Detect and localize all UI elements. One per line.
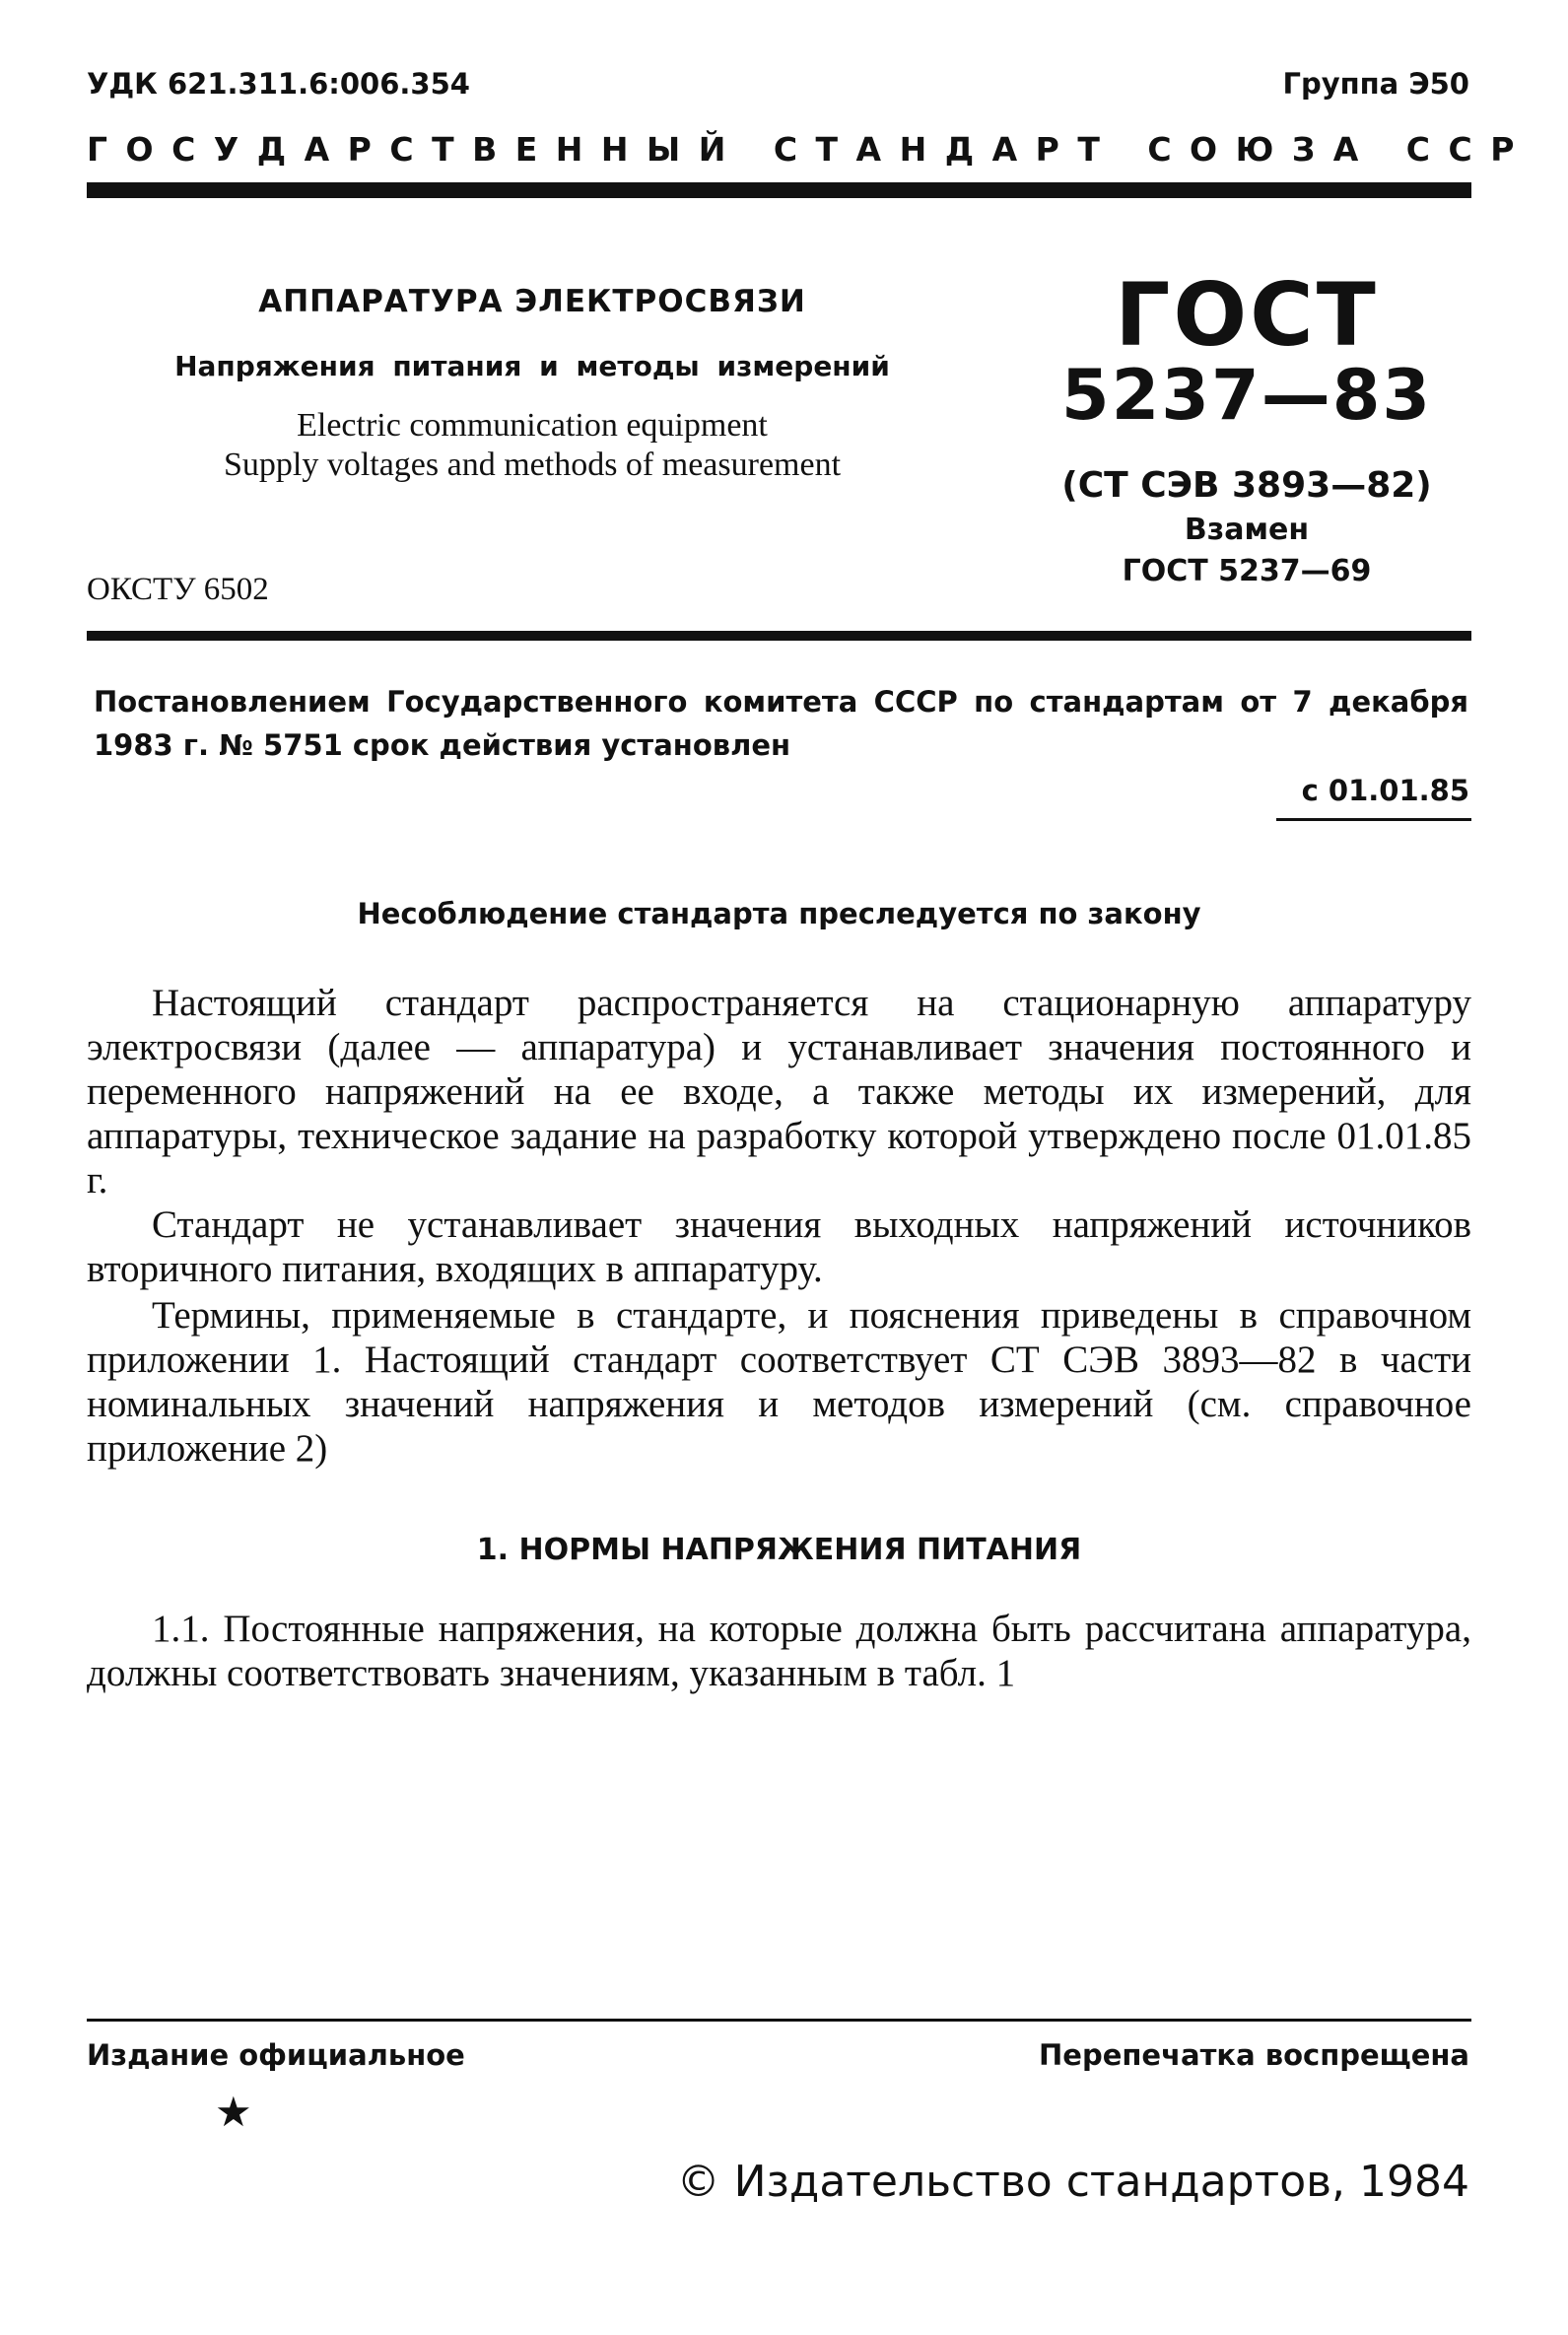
replaced-standard: ГОСТ 5237—69 [1122,554,1372,588]
body-paragraph-1-1: 1.1. Постоянные напряжения, на которые должна быть рассчитана аппаратура, должны соответствовать значениям, указанным в табл. 1 [87,1608,1471,1694]
gost-label: ГОСТ [1115,264,1379,366]
effective-date-underline [1276,818,1471,821]
group-code: Группа Э50 [1282,67,1469,101]
udk-code: УДК 621.311.6:006.354 [87,67,470,101]
section-heading: 1. НОРМЫ НАПРЯЖЕНИЯ ПИТАНИЯ [476,1533,1082,1567]
bottom-rule [87,2019,1471,2022]
body-paragraph-terms: Термины, применяемые в стандарте, и пояснения приведены в справочном приложении 1. Настоящий стандарт соответствует СТ СЭВ 3893—82 в части номинальных значений напряжения и методов измерений (см. справочное приложение 2) [87,1294,1471,1470]
document-title: АППАРАТУРА ЭЛЕКТРОСВЯЗИ [258,284,806,319]
english-title [89,406,976,485]
document-subtitle: Напряжения питания и методы измерений [174,350,890,382]
gost-number: 5237—83 [1060,355,1433,436]
english-title-line-1: Electric communication equipment [297,407,768,444]
st-sev-reference: (СТ СЭВ 3893—82) [1061,465,1432,506]
decree-text: Постановлением Государственного комитета СССР по стандартам от 7 декабря 1983 г. № 5751 срок действия установлен [94,685,1468,762]
official-edition-label: Издание официальное [87,2038,465,2072]
top-rule [87,182,1471,198]
body-paragraph-scope: Настоящий стандарт распространяется на стационарную аппаратуру электросвязи (далее — аппаратура) и устанавливает значения постоянного и переменного напряжений на ее входе, а также методы их измерений, для аппаратуры, техническое задание на разработку которой утверждено после 01.01.85 г. [87,982,1471,1202]
english-title-line-2: Supply voltages and methods of measurement [223,446,842,483]
reprint-notice: Перепечатка воспрещена [1039,2038,1469,2072]
compliance-note: Несоблюдение стандарта преследуется по закону [357,897,1201,930]
okstu-code: ОКСТУ 6502 [87,572,269,607]
middle-rule [87,631,1471,641]
body-paragraph-exclusion: Стандарт не устанавливает значения выходных напряжений источников вторичного питания, входящих в аппаратуру. [87,1203,1471,1290]
effective-date: с 01.01.85 [1301,774,1469,807]
publisher-copyright: © Издательство стандартов, 1984 [676,2157,1469,2207]
replaces-label: Взамен [1184,513,1310,547]
state-standard-banner: ГОСУДАРСТВЕННЫЙ СТАНДАРТ СОЮЗА ССР [87,130,1533,169]
star-icon: ★ [215,2088,252,2136]
